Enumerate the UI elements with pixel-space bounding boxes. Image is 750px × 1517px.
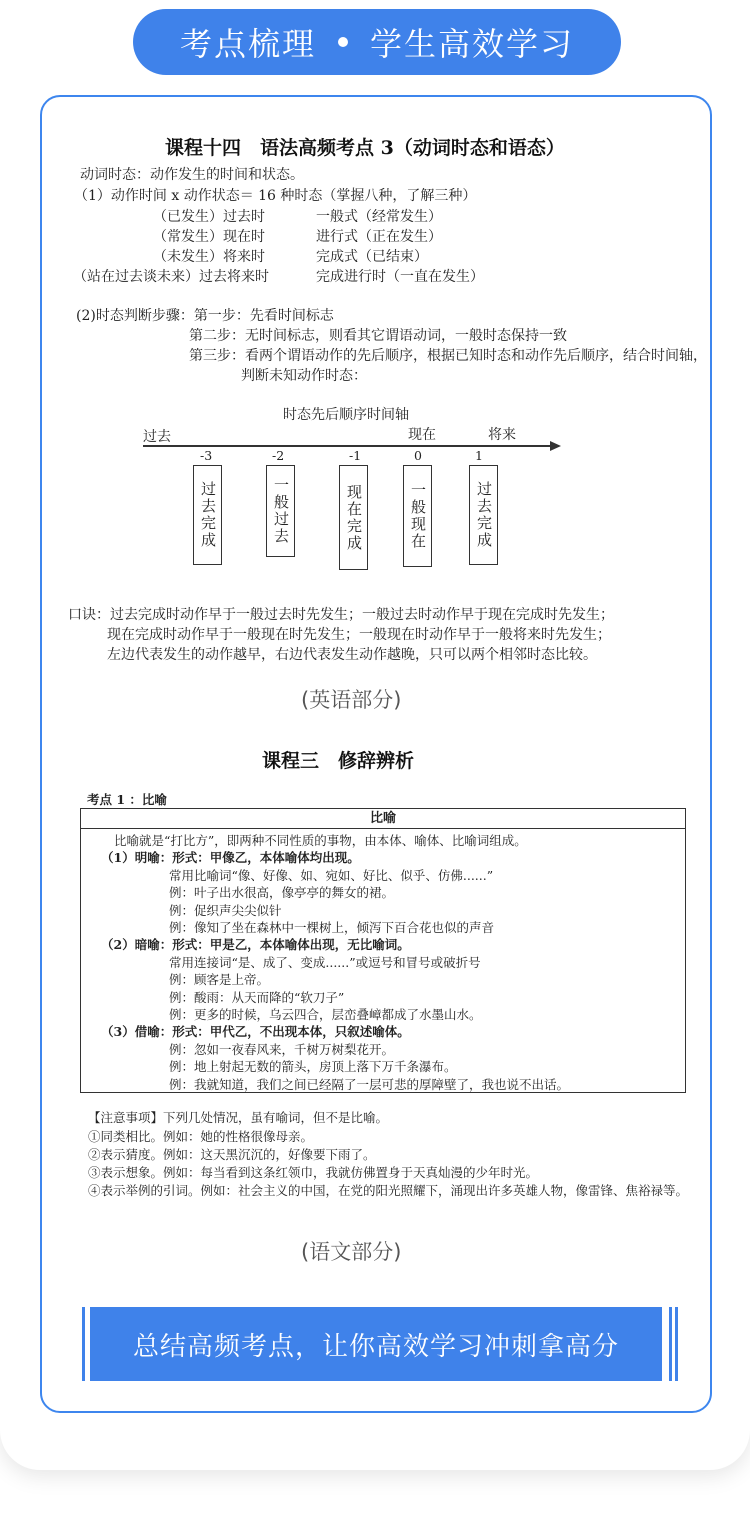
timeline-axis [143,445,551,447]
note-line: ③表示想象。例如：每当看到这条红领巾，我就仿佛置身于天真灿漫的少年时光。 [88,1165,539,1180]
table-header: 比喻 [81,809,685,829]
state-col-3: 完成式（已结束） [316,249,428,265]
note-line: ④表示举例的引词。例如：社会主义的中国，在党的阳光照耀下，涌现出许多英雄人物，像雷锋、焦裕禄等。 [88,1183,689,1198]
step-2: 第二步：无时间标志，则看其它谓语动词，一般时态保持一致 [189,328,567,344]
table-line: 比喻就是“打比方”，即两种不同性质的事物，由本体、喻体、比喻词组成。 [114,833,527,848]
english-line-1: 动词时态：动作发生的时间和状态。 [80,167,304,183]
note-line: ①同类相比。例如：她的性格很像母亲。 [88,1129,314,1144]
table-line: （3）借喻：形式：甲代乙，不出现本体，只叙述喻体。 [101,1024,410,1040]
tick-label: -2 [272,448,285,463]
english-lesson-title: 课程十四 语法高频考点 3（动词时态和语态） [165,137,565,159]
table-line: 例：促织声尖尖似针 [169,902,282,918]
state-col-1: 一般式（经常发生） [316,209,442,225]
table-line: 例：我就知道，我们之间已经隔了一层可悲的厚障壁了，我也说不出话。 [169,1076,570,1092]
tick-label: -3 [200,448,213,463]
timeline-label-future: 将来 [488,427,516,443]
header-pill [133,9,621,75]
bullet-dot-icon [338,37,348,47]
step-3: 第三步：看两个谓语动作的先后顺序，根据已知时态和动作先后顺序，结合时间轴， [189,348,707,364]
timeline-arrow-icon [550,441,561,451]
tick-label: 1 [475,448,483,463]
table-line: 例：更多的时候，乌云四合，层峦叠嶂都成了水墨山水。 [169,1007,482,1022]
timeline-label-past: 过去 [143,429,171,445]
timeline-box: 一般过去 [266,465,295,557]
table-line: 常用比喻词“像、好像、如、宛如、好比、似乎、仿佛......” [169,867,494,883]
state-col-4: 完成进行时（一直在发生） [316,269,484,285]
table-line: 例：像知了坐在森林中一棵树上，倾泻下百合花也似的声音 [169,920,495,935]
timeline-box: 过去完成 [193,465,222,565]
table-line: （2）暗喻：形式：甲是乙，本体喻体出现，无比喻词。 [101,937,410,953]
header-pill-right: 学生高效学习 [370,25,575,63]
mnemonic-1: 口诀：过去完成时动作早于一般过去时先发生；一般过去时动作早于现在完成时先发生； [68,607,614,623]
english-section-caption: (英语部分) [301,688,402,712]
timeline-title: 时态先后顺序时间轴 [283,407,409,423]
header-pill-left: 考点梳理 [179,25,316,63]
step-4: 判断未知动作时态： [241,368,367,384]
time-col-3: （未发生）将来时 [153,249,265,265]
timeline-label-now: 现在 [408,427,436,443]
table-line: 例：忽如一夜春风来，千树万树梨花开。 [169,1041,395,1057]
banner-bar-right [669,1307,672,1381]
state-col-2: 进行式（正在发生） [316,229,442,245]
banner-text: 总结高频考点，让你高效学习冲刺拿高分 [132,1331,619,1362]
timeline-box: 过去完成 [469,465,498,565]
tick-label: 0 [414,448,422,463]
table-line: 例：叶子出水很高，像亭亭的舞女的裙。 [169,885,395,901]
point-label: 考点 1 ：比喻 [87,792,167,807]
table-line: 例：地上射起无数的箭头，房顶上落下万千条瀑布。 [169,1059,457,1075]
summary-banner [90,1307,662,1381]
note-line: 【注意事项】下列几处情况，虽有喻词，但不是比喻。 [88,1110,389,1125]
banner-bar-left [82,1307,85,1381]
chinese-section-caption: (语文部分) [301,1240,402,1264]
english-line-2: （1）动作时间 x 动作状态＝ 16 种时态（掌握八种，了解三种） [74,188,477,204]
chinese-lesson-title: 课程三 修辞辨析 [262,750,415,772]
time-col-4: （站在过去谈未来）过去将来时 [73,269,269,285]
metaphor-table [80,808,686,1093]
time-col-2: （常发生）现在时 [153,229,265,245]
table-line: 例：顾客是上帝。 [169,972,270,988]
time-col-1: （已发生）过去时 [153,209,265,225]
note-line: ②表示猜度。例如：这天黑沉沉的，好像要下雨了。 [88,1147,376,1162]
mnemonic-2: 现在完成时动作早于一般现在时先发生；一般现在时动作早于一般将来时先发生； [107,627,611,643]
table-line: 常用连接词“是、成了、变成......”或逗号和冒号或破折号 [169,954,481,970]
step-1: (2)时态判断步骤：第一步：先看时间标志 [76,308,334,324]
table-line: （1）明喻：形式：甲像乙，本体喻体均出现。 [101,850,360,866]
timeline-box: 现在完成 [339,465,368,570]
table-line: 例：酸雨：从天而降的“软刀子” [169,989,345,1005]
banner-bar-right-2 [675,1307,678,1381]
tick-label: -1 [349,448,362,463]
mnemonic-3: 左边代表发生的动作越早，右边代表发生动作越晚，只可以两个相邻时态比较。 [107,647,597,663]
timeline-box: 一般现在 [403,465,432,567]
